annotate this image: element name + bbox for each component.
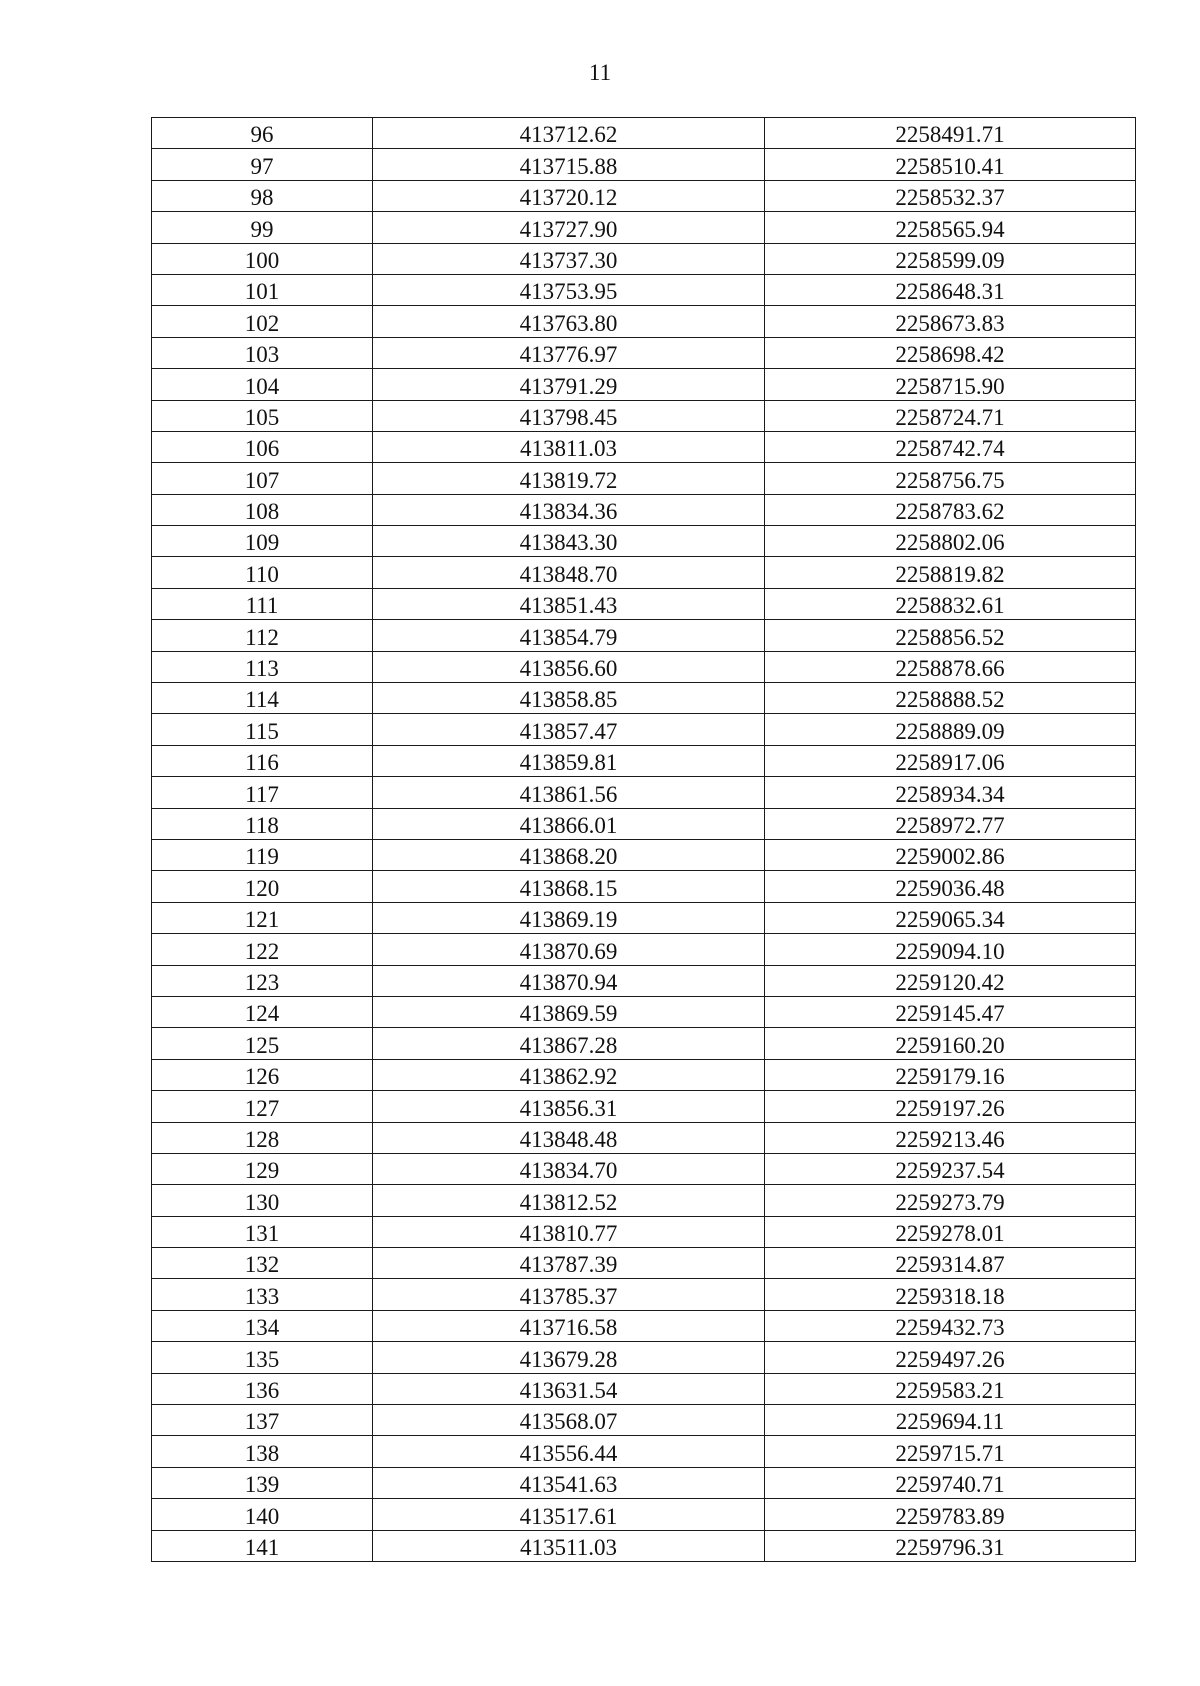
table-row xyxy=(152,1373,1136,1404)
x-coordinate-cell: 413763.80 xyxy=(373,306,765,337)
table-row xyxy=(152,1530,1136,1561)
x-coordinate-cell: 413866.01 xyxy=(373,808,765,839)
x-coordinate-cell: 413712.62 xyxy=(373,118,765,149)
point-number-cell: 97 xyxy=(152,149,373,180)
y-coordinate-cell: 2259432.73 xyxy=(765,1310,1136,1341)
point-number-cell: 139 xyxy=(152,1467,373,1498)
point-number-cell: 113 xyxy=(152,651,373,682)
y-coordinate-cell: 2258756.75 xyxy=(765,463,1136,494)
point-number-cell: 125 xyxy=(152,1028,373,1059)
y-coordinate-cell: 2258783.62 xyxy=(765,494,1136,525)
x-coordinate-cell: 413798.45 xyxy=(373,400,765,431)
y-coordinate-cell: 2259318.18 xyxy=(765,1279,1136,1310)
y-coordinate-cell: 2258742.74 xyxy=(765,431,1136,462)
point-number-cell: 134 xyxy=(152,1310,373,1341)
page-number: 11 xyxy=(588,60,612,85)
y-coordinate-cell: 2259314.87 xyxy=(765,1248,1136,1279)
x-coordinate-cell: 413870.94 xyxy=(373,965,765,996)
table-row xyxy=(152,243,1136,274)
x-coordinate-cell: 413834.36 xyxy=(373,494,765,525)
y-coordinate-cell: 2258648.31 xyxy=(765,274,1136,305)
y-coordinate-cell: 2259036.48 xyxy=(765,871,1136,902)
y-coordinate-cell: 2258510.41 xyxy=(765,149,1136,180)
y-coordinate-cell: 2259213.46 xyxy=(765,1122,1136,1153)
y-coordinate-cell: 2258715.90 xyxy=(765,369,1136,400)
y-coordinate-cell: 2259197.26 xyxy=(765,1091,1136,1122)
point-number-cell: 140 xyxy=(152,1499,373,1530)
y-coordinate-cell: 2258802.06 xyxy=(765,526,1136,557)
point-number-cell: 132 xyxy=(152,1248,373,1279)
point-number-cell: 105 xyxy=(152,400,373,431)
y-coordinate-cell: 2258698.42 xyxy=(765,337,1136,368)
x-coordinate-cell: 413679.28 xyxy=(373,1342,765,1373)
table-row xyxy=(152,620,1136,651)
x-coordinate-cell: 413848.48 xyxy=(373,1122,765,1153)
x-coordinate-cell: 413862.92 xyxy=(373,1059,765,1090)
table-row xyxy=(152,1405,1136,1436)
x-coordinate-cell: 413753.95 xyxy=(373,274,765,305)
table-row xyxy=(152,149,1136,180)
table-row xyxy=(152,745,1136,776)
x-coordinate-cell: 413810.77 xyxy=(373,1216,765,1247)
point-number-cell: 116 xyxy=(152,745,373,776)
point-number-cell: 127 xyxy=(152,1091,373,1122)
x-coordinate-cell: 413812.52 xyxy=(373,1185,765,1216)
x-coordinate-cell: 413869.59 xyxy=(373,996,765,1027)
point-number-cell: 114 xyxy=(152,683,373,714)
point-number-cell: 141 xyxy=(152,1530,373,1561)
table-row xyxy=(152,212,1136,243)
point-number-cell: 133 xyxy=(152,1279,373,1310)
table-row xyxy=(152,1499,1136,1530)
point-number-cell: 104 xyxy=(152,369,373,400)
y-coordinate-cell: 2258888.52 xyxy=(765,683,1136,714)
point-number-cell: 121 xyxy=(152,902,373,933)
table-row xyxy=(152,1059,1136,1090)
table-row xyxy=(152,1248,1136,1279)
y-coordinate-cell: 2259120.42 xyxy=(765,965,1136,996)
table-row xyxy=(152,714,1136,745)
point-number-cell: 117 xyxy=(152,777,373,808)
x-coordinate-cell: 413843.30 xyxy=(373,526,765,557)
y-coordinate-cell: 2258878.66 xyxy=(765,651,1136,682)
y-coordinate-cell: 2258565.94 xyxy=(765,212,1136,243)
x-coordinate-cell: 413541.63 xyxy=(373,1467,765,1498)
y-coordinate-cell: 2259497.26 xyxy=(765,1342,1136,1373)
x-coordinate-cell: 413716.58 xyxy=(373,1310,765,1341)
point-number-cell: 128 xyxy=(152,1122,373,1153)
x-coordinate-cell: 413811.03 xyxy=(373,431,765,462)
y-coordinate-cell: 2258724.71 xyxy=(765,400,1136,431)
point-number-cell: 123 xyxy=(152,965,373,996)
coordinate-table xyxy=(151,117,1136,1562)
table-row xyxy=(152,274,1136,305)
y-coordinate-cell: 2259179.16 xyxy=(765,1059,1136,1090)
table-row xyxy=(152,996,1136,1027)
y-coordinate-cell: 2259273.79 xyxy=(765,1185,1136,1216)
y-coordinate-cell: 2258856.52 xyxy=(765,620,1136,651)
table-row xyxy=(152,1279,1136,1310)
point-number-cell: 118 xyxy=(152,808,373,839)
x-coordinate-cell: 413867.28 xyxy=(373,1028,765,1059)
point-number-cell: 124 xyxy=(152,996,373,1027)
x-coordinate-cell: 413851.43 xyxy=(373,588,765,619)
y-coordinate-cell: 2259094.10 xyxy=(765,934,1136,965)
x-coordinate-cell: 413819.72 xyxy=(373,463,765,494)
table-row xyxy=(152,839,1136,870)
y-coordinate-cell: 2259783.89 xyxy=(765,1499,1136,1530)
x-coordinate-cell: 413787.39 xyxy=(373,1248,765,1279)
table-row xyxy=(152,1028,1136,1059)
y-coordinate-cell: 2259583.21 xyxy=(765,1373,1136,1404)
point-number-cell: 126 xyxy=(152,1059,373,1090)
x-coordinate-cell: 413511.03 xyxy=(373,1530,765,1561)
y-coordinate-cell: 2259145.47 xyxy=(765,996,1136,1027)
table-row xyxy=(152,1091,1136,1122)
table-row xyxy=(152,463,1136,494)
table-row xyxy=(152,494,1136,525)
y-coordinate-cell: 2258832.61 xyxy=(765,588,1136,619)
point-number-cell: 101 xyxy=(152,274,373,305)
point-number-cell: 102 xyxy=(152,306,373,337)
y-coordinate-cell: 2259160.20 xyxy=(765,1028,1136,1059)
point-number-cell: 135 xyxy=(152,1342,373,1373)
table-row xyxy=(152,1185,1136,1216)
x-coordinate-cell: 413720.12 xyxy=(373,180,765,211)
point-number-cell: 112 xyxy=(152,620,373,651)
point-number-cell: 115 xyxy=(152,714,373,745)
point-number-cell: 100 xyxy=(152,243,373,274)
point-number-cell: 119 xyxy=(152,839,373,870)
y-coordinate-cell: 2259715.71 xyxy=(765,1436,1136,1467)
table-row xyxy=(152,400,1136,431)
point-number-cell: 129 xyxy=(152,1153,373,1184)
point-number-cell: 131 xyxy=(152,1216,373,1247)
table-row xyxy=(152,777,1136,808)
x-coordinate-cell: 413868.15 xyxy=(373,871,765,902)
x-coordinate-cell: 413715.88 xyxy=(373,149,765,180)
point-number-cell: 109 xyxy=(152,526,373,557)
table-row xyxy=(152,1467,1136,1498)
y-coordinate-cell: 2259278.01 xyxy=(765,1216,1136,1247)
coordinate-table-body xyxy=(152,118,1136,1562)
point-number-cell: 138 xyxy=(152,1436,373,1467)
x-coordinate-cell: 413870.69 xyxy=(373,934,765,965)
x-coordinate-cell: 413556.44 xyxy=(373,1436,765,1467)
y-coordinate-cell: 2258599.09 xyxy=(765,243,1136,274)
table-row xyxy=(152,337,1136,368)
point-number-cell: 98 xyxy=(152,180,373,211)
table-row xyxy=(152,1122,1136,1153)
table-row xyxy=(152,431,1136,462)
point-number-cell: 103 xyxy=(152,337,373,368)
table-row xyxy=(152,180,1136,211)
point-number-cell: 122 xyxy=(152,934,373,965)
y-coordinate-cell: 2258491.71 xyxy=(765,118,1136,149)
table-row xyxy=(152,1342,1136,1373)
x-coordinate-cell: 413785.37 xyxy=(373,1279,765,1310)
table-row xyxy=(152,902,1136,933)
x-coordinate-cell: 413854.79 xyxy=(373,620,765,651)
y-coordinate-cell: 2258673.83 xyxy=(765,306,1136,337)
y-coordinate-cell: 2259694.11 xyxy=(765,1405,1136,1436)
x-coordinate-cell: 413858.85 xyxy=(373,683,765,714)
table-row xyxy=(152,526,1136,557)
x-coordinate-cell: 413861.56 xyxy=(373,777,765,808)
y-coordinate-cell: 2259002.86 xyxy=(765,839,1136,870)
table-row xyxy=(152,1310,1136,1341)
table-row xyxy=(152,965,1136,996)
x-coordinate-cell: 413568.07 xyxy=(373,1405,765,1436)
point-number-cell: 110 xyxy=(152,557,373,588)
y-coordinate-cell: 2259740.71 xyxy=(765,1467,1136,1498)
point-number-cell: 107 xyxy=(152,463,373,494)
x-coordinate-cell: 413869.19 xyxy=(373,902,765,933)
y-coordinate-cell: 2258819.82 xyxy=(765,557,1136,588)
x-coordinate-cell: 413857.47 xyxy=(373,714,765,745)
table-row xyxy=(152,683,1136,714)
table-row xyxy=(152,934,1136,965)
table-row xyxy=(152,1436,1136,1467)
point-number-cell: 130 xyxy=(152,1185,373,1216)
y-coordinate-cell: 2258917.06 xyxy=(765,745,1136,776)
table-row xyxy=(152,588,1136,619)
y-coordinate-cell: 2258972.77 xyxy=(765,808,1136,839)
table-row xyxy=(152,651,1136,682)
y-coordinate-cell: 2258934.34 xyxy=(765,777,1136,808)
table-row xyxy=(152,1216,1136,1247)
x-coordinate-cell: 413856.31 xyxy=(373,1091,765,1122)
x-coordinate-cell: 413859.81 xyxy=(373,745,765,776)
y-coordinate-cell: 2258532.37 xyxy=(765,180,1136,211)
x-coordinate-cell: 413848.70 xyxy=(373,557,765,588)
point-number-cell: 108 xyxy=(152,494,373,525)
x-coordinate-cell: 413737.30 xyxy=(373,243,765,274)
x-coordinate-cell: 413517.61 xyxy=(373,1499,765,1530)
table-row xyxy=(152,557,1136,588)
point-number-cell: 111 xyxy=(152,588,373,619)
x-coordinate-cell: 413791.29 xyxy=(373,369,765,400)
point-number-cell: 99 xyxy=(152,212,373,243)
table-row xyxy=(152,1153,1136,1184)
point-number-cell: 96 xyxy=(152,118,373,149)
x-coordinate-cell: 413727.90 xyxy=(373,212,765,243)
y-coordinate-cell: 2259065.34 xyxy=(765,902,1136,933)
table-row xyxy=(152,118,1136,149)
table-row xyxy=(152,808,1136,839)
point-number-cell: 106 xyxy=(152,431,373,462)
point-number-cell: 136 xyxy=(152,1373,373,1404)
point-number-cell: 120 xyxy=(152,871,373,902)
y-coordinate-cell: 2258889.09 xyxy=(765,714,1136,745)
x-coordinate-cell: 413856.60 xyxy=(373,651,765,682)
table-row xyxy=(152,369,1136,400)
x-coordinate-cell: 413834.70 xyxy=(373,1153,765,1184)
y-coordinate-cell: 2259237.54 xyxy=(765,1153,1136,1184)
x-coordinate-cell: 413776.97 xyxy=(373,337,765,368)
table-row xyxy=(152,871,1136,902)
y-coordinate-cell: 2259796.31 xyxy=(765,1530,1136,1561)
x-coordinate-cell: 413868.20 xyxy=(373,839,765,870)
table-row xyxy=(152,306,1136,337)
x-coordinate-cell: 413631.54 xyxy=(373,1373,765,1404)
point-number-cell: 137 xyxy=(152,1405,373,1436)
